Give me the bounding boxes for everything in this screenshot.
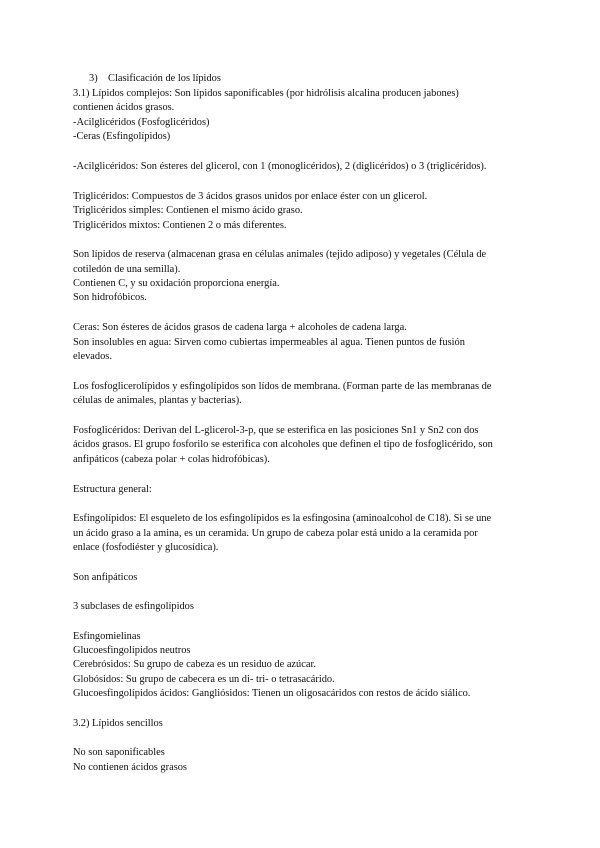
subclase-acidos: Glucoesfingolípidos ácidos: Gangliósidos: Tienen un oligosacáridos con restos de ácido siálico. [73, 688, 471, 699]
fosfogliceridos-line-1: Fosfoglicéridos: Derivan del L-glicerol-3-p, que se esterifica en las posiciones Sn1 y Sn2 con dos [73, 425, 479, 436]
heading-number: 3) [89, 73, 98, 84]
fosfolipidos-line-2: células de animales, plantas y bacterias). [73, 395, 242, 406]
ceras-line-3: elevados. [73, 351, 112, 362]
list-item-acilgliceridos: -Acilglicéridos (Fosfoglicéridos) [73, 117, 210, 128]
esfingolipidos-line-1: Esfingolípidos: El esqueleto de los esfingolípidos es la esfingosina (aminoalcohol de C18). Si se une [73, 513, 492, 524]
estructura-general: Estructura general: [73, 484, 152, 495]
sencillos-line-2: No contienen ácidos grasos [73, 762, 187, 773]
reserva-line-4: Son hidrofóbicos. [73, 292, 147, 303]
fosfogliceridos-line-3: anfipáticos (cabeza polar + colas hidrofóbicas). [73, 454, 270, 465]
ceras-line-2: Son insolubles en agua: Sirven como cubiertas impermeables al agua. Tienen puntos de fusión [73, 337, 465, 348]
reserva-line-1: Son lípidos de reserva (almacenan grasa en células animales (tejido adiposo) y vegetales (Célula de [73, 249, 487, 260]
trigliceridos-line-1: Triglicéridos: Compuestos de 3 ácidos grasos unidos por enlace éster con un glicerol. [73, 191, 428, 202]
section-heading [89, 72, 544, 87]
anfipaticos: Son anfipáticos [73, 572, 138, 583]
subclase-esfingomielinas: Esfingomielinas [73, 631, 141, 642]
trigliceridos-line-2: Triglicéridos simples: Contienen el mismo ácido graso. [73, 205, 303, 216]
fosfogliceridos-line-2: ácidos grasos. El grupo fosforilo se esterifica con alcoholes que definen el tipo de fosfoglicérido, son [73, 439, 493, 450]
trigliceridos-line-3: Triglicéridos mixtos: Contienen 2 o más diferentes. [73, 220, 287, 231]
sencillos-line-1: No son saponificables [73, 747, 165, 758]
heading-title: Clasificación de los lípidos [108, 73, 221, 84]
reserva-line-2: cotiledón de una semilla). [73, 264, 181, 275]
subclases-heading: 3 subclases de esfingolípidos [73, 601, 194, 612]
reserva-line-3: Contienen C, y su oxidación proporciona energía. [73, 278, 280, 289]
section-3-1-line-2: contienen ácidos grasos. [73, 102, 175, 113]
fosfolipidos-line-1: Los fosfoglicerolípidos y esfingolípidos son lídos de membrana. (Forman parte de las membranas de [73, 381, 492, 392]
section-3-2-heading: 3.2) Lípidos sencillos [73, 718, 163, 729]
list-item-ceras: -Ceras (Esfingolípidos) [73, 131, 171, 142]
subclase-cerebrosidos: Cerebrósidos: Su grupo de cabeza es un residuo de azúcar. [73, 659, 316, 670]
acilgliceridos-definition: -Acilglicéridos: Son ésteres del glicerol, con 1 (monoglicéridos), 2 (diglicéridos) o 3 (triglicéridos). [73, 161, 487, 172]
esfingolipidos-line-2: un ácido graso a la amina, es un ceramida. Un grupo de cabeza polar está unido a la ceramida por [73, 528, 478, 539]
section-3-1-line-1: 3.1) Lípidos complejos: Son lípidos saponificables (por hidrólisis alcalina producen jabones) [73, 88, 459, 99]
esfingolipidos-line-3: enlace (fosfodiéster y glucosídica). [73, 542, 219, 553]
subclase-neutros: Glucoesfingolípidos neutros [73, 645, 191, 656]
ceras-line-1: Ceras: Son ésteres de ácidos grasos de cadena larga + alcoholes de cadena larga. [73, 322, 407, 333]
subclase-globosidos: Globósidos: Su grupo de cabecera es un di- tri- o tetrasacárido. [73, 674, 335, 685]
